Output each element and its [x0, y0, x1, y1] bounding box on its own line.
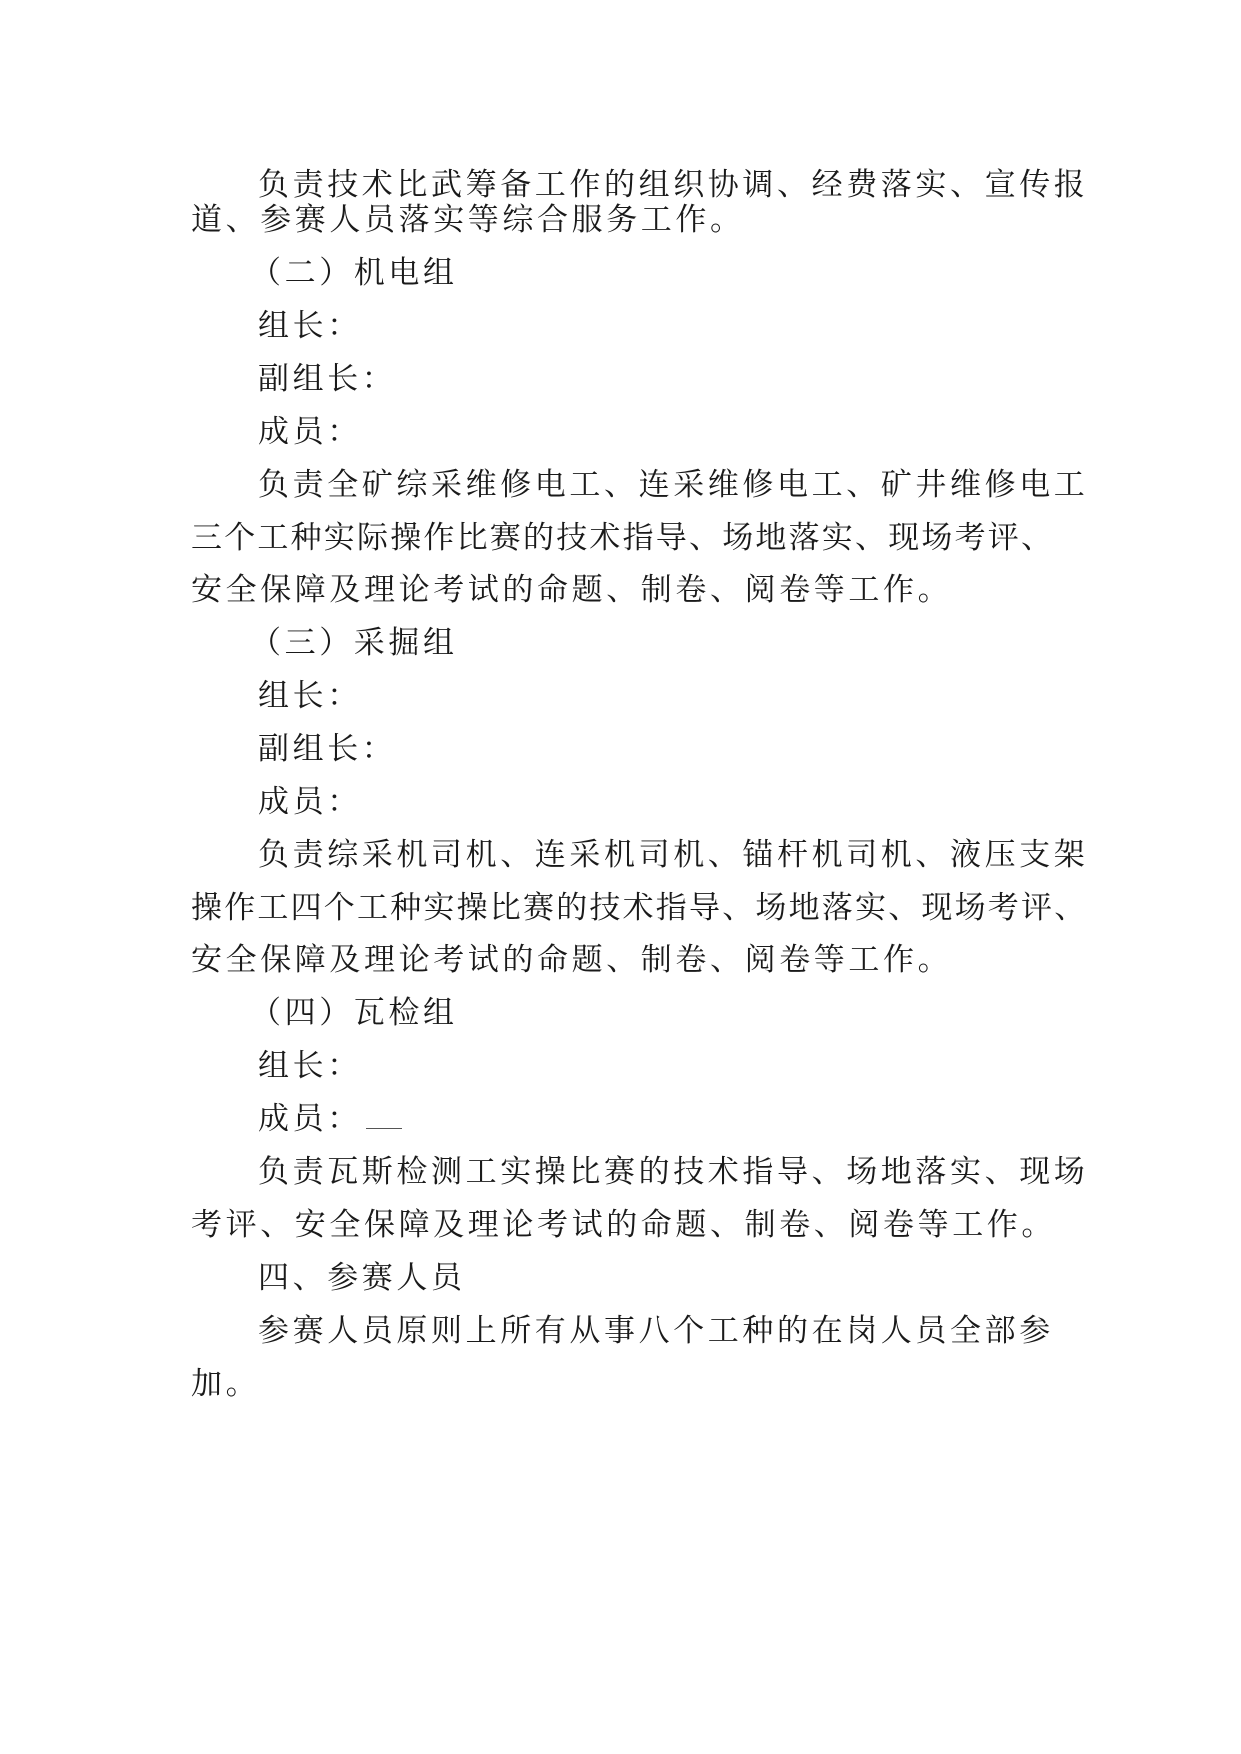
section-heading-participants: 四、参赛人员 — [258, 1260, 466, 1296]
paragraph-line: 道、参赛人员落实等综合服务工作。 — [191, 202, 745, 238]
role-label-deputy: 副组长： — [258, 361, 397, 397]
role-label-leader: 组长： — [258, 678, 362, 714]
role-label-members-with-blank — [258, 1099, 402, 1139]
paragraph-line: 考评、安全保障及理论考试的命题、制卷、阅卷等工作。 — [191, 1207, 1056, 1243]
section-heading-jidian: （二）机电组 — [250, 255, 458, 291]
paragraph-line: 安全保障及理论考试的命题、制卷、阅卷等工作。 — [191, 942, 953, 978]
paragraph-line: 负责全矿综采维修电工、连采维修电工、矿井维修电工 — [258, 467, 1089, 503]
paragraph-line: 参赛人员原则上所有从事八个工种的在岗人员全部参 — [258, 1313, 1054, 1349]
blank-fill-line — [366, 1106, 402, 1129]
paragraph-line: 负责综采机司机、连采机司机、锚杆机司机、液压支架 — [258, 837, 1089, 873]
paragraph-line: 负责瓦斯检测工实操比赛的技术指导、场地落实、现场 — [258, 1154, 1089, 1190]
role-label-leader: 组长： — [258, 308, 362, 344]
role-label-deputy: 副组长： — [258, 731, 397, 767]
role-label-members: 成员： — [258, 414, 362, 450]
role-label-leader: 组长： — [258, 1048, 362, 1084]
paragraph-line: 负责技术比武筹备工作的组织协调、经费落实、宣传报 — [258, 167, 1089, 203]
paragraph-line: 三个工种实际操作比赛的技术指导、场地落实、现场考评、 — [191, 520, 1055, 556]
role-label-members: 成员： — [258, 1101, 362, 1137]
paragraph-line: 安全保障及理论考试的命题、制卷、阅卷等工作。 — [191, 572, 953, 608]
paragraph-line: 加。 — [191, 1366, 261, 1402]
paragraph-line: 操作工四个工种实操比赛的技术指导、场地落实、现场考评、 — [191, 890, 1088, 926]
role-label-members: 成员： — [258, 784, 362, 820]
section-heading-wajian: （四）瓦检组 — [250, 995, 458, 1031]
section-heading-caijue: （三）采掘组 — [250, 625, 458, 661]
